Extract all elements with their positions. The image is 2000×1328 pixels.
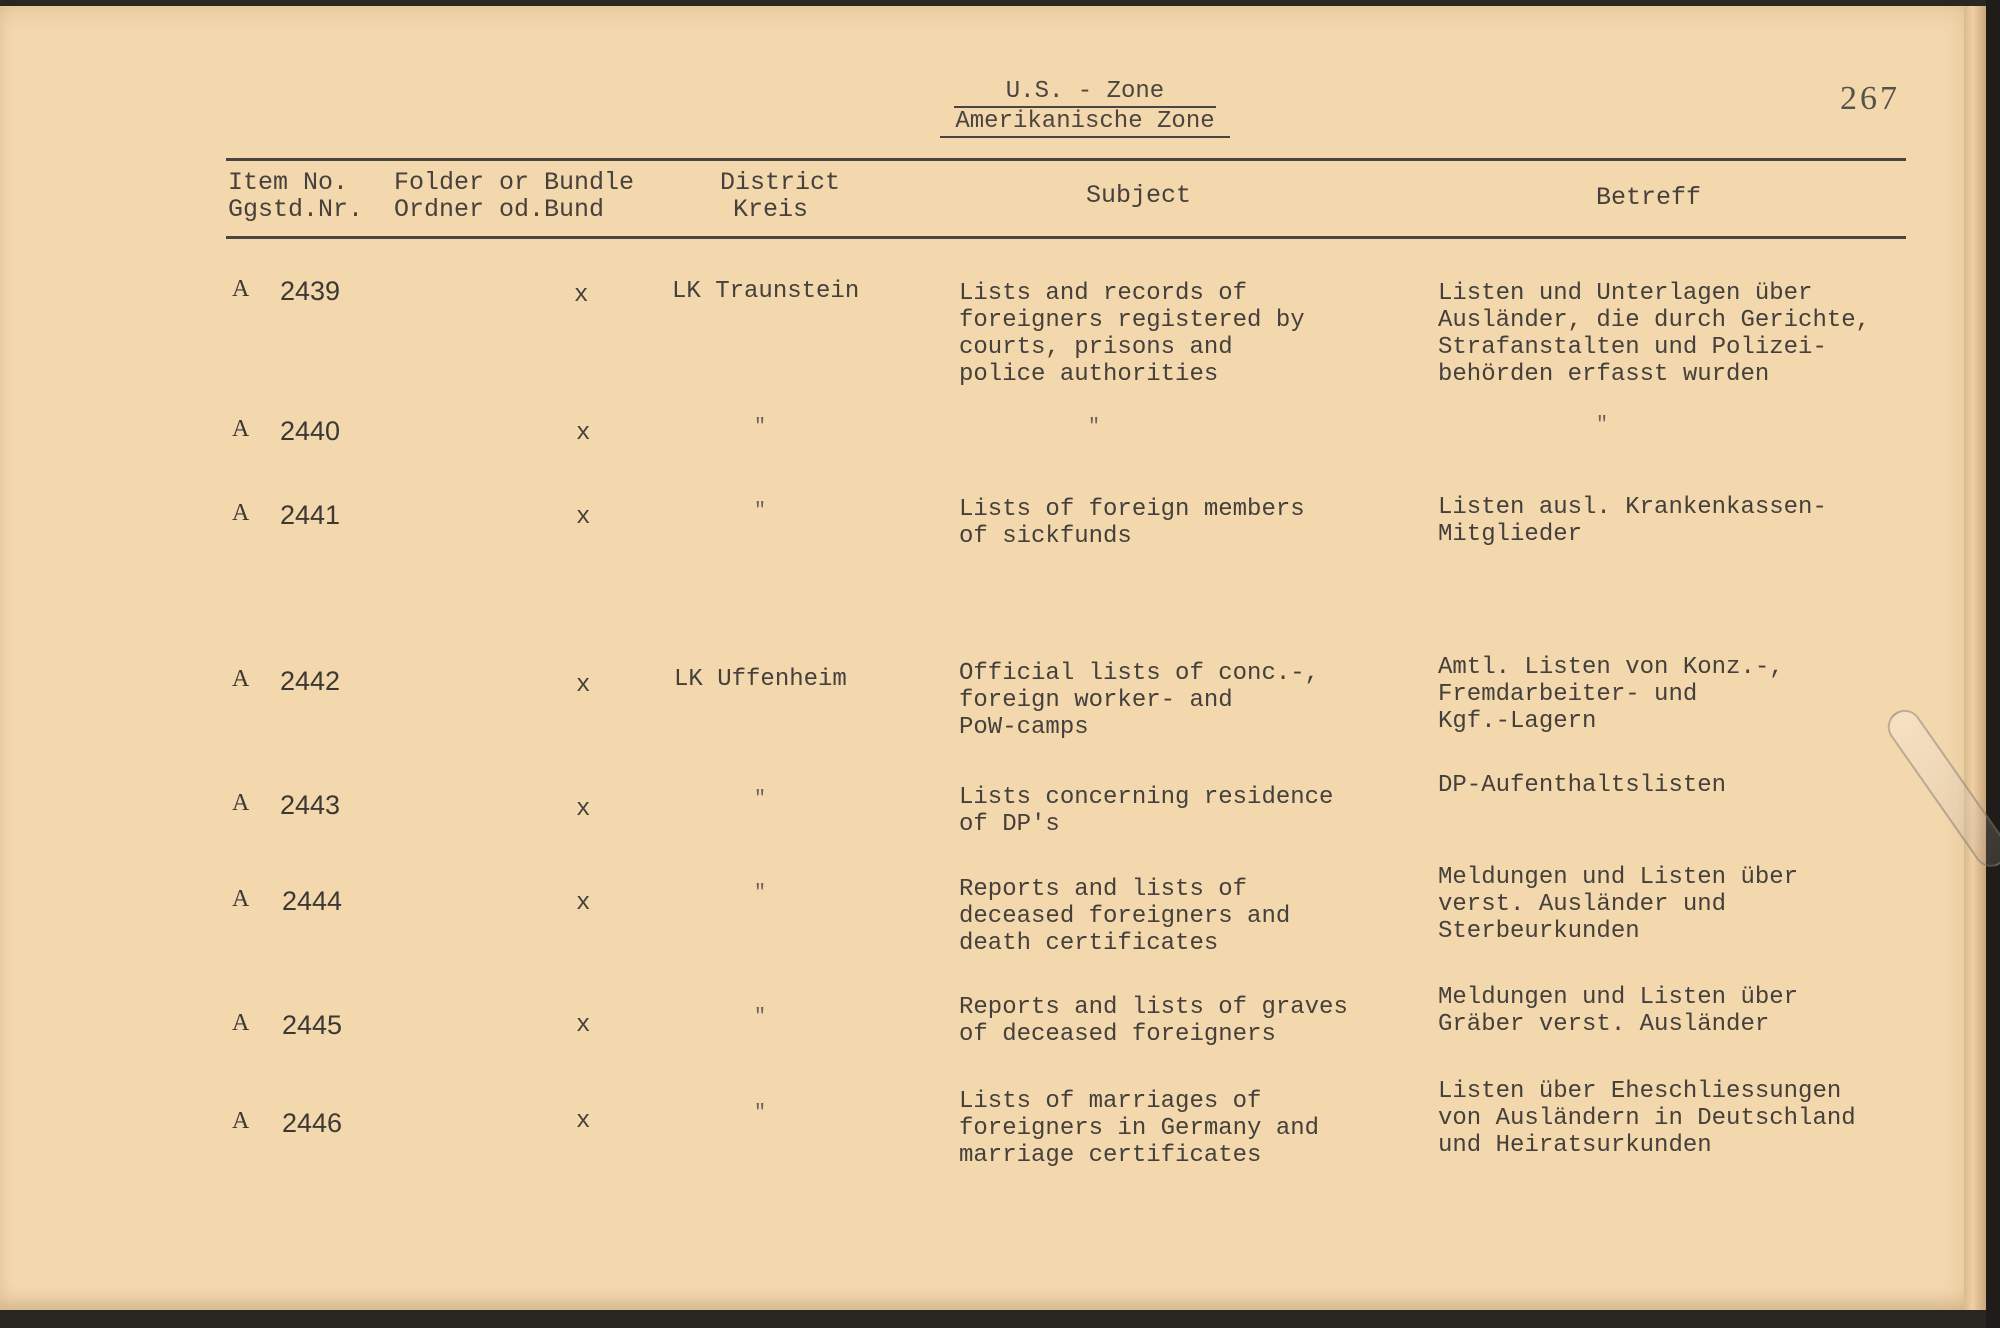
subject-ditto: " [1088,416,1101,439]
row-mark: A [232,276,250,302]
district-ditto: " [754,1006,767,1029]
subject-text: Lists of foreign members of sickfunds [959,496,1305,550]
subject-text: Lists concerning residence of DP's [959,784,1334,838]
bundle-mark: x [574,282,589,309]
book-page-stack [1986,0,2000,1328]
row-mark: A [232,666,250,692]
row-mark: A [232,886,250,912]
subject-text: Reports and lists of graves of deceased foreigners [959,994,1348,1048]
item-number: 2441 [280,500,341,530]
betreff-text: Amtl. Listen von Konz.-, Fremdarbeiter- und Kgf.-Lagern [1438,654,1784,735]
betreff-text: Listen ausl. Krankenkassen- Mitglieder [1438,494,1827,548]
district-ditto: " [754,788,767,811]
bundle-mark: x [576,796,591,823]
betreff-text: Listen über Eheschliessungen von Ausländern in Deutschland und Heiratsurkunden [1438,1078,1856,1159]
row-mark: A [232,1010,250,1036]
bundle-mark: x [576,672,591,699]
zone-heading [940,78,1230,138]
document-page [0,6,1986,1310]
header-rule-bottom [226,236,1906,239]
row-mark: A [232,416,250,442]
bundle-mark: x [576,504,591,531]
header-rule-top [226,158,1906,161]
col-item-en: Item No. [228,168,349,197]
col-folder-en: Folder or Bundle [394,168,635,197]
heading-line-2: Amerikanische Zone [940,108,1230,138]
district-ditto: " [754,416,767,439]
row-mark: A [232,790,250,816]
col-subject: Subject [1086,181,1192,210]
subject-text: Lists of marriages of foreigners in Germany and marriage certificates [959,1088,1320,1169]
page-edge [1964,6,1986,1310]
row-mark: A [232,500,250,526]
col-betreff: Betreff [1596,183,1702,212]
bundle-mark: x [576,420,591,447]
page-number: 267 [1840,80,1900,117]
item-number: 2439 [280,276,341,306]
subject-text: Reports and lists of deceased foreigners and death certificates [959,876,1291,957]
betreff-text: Meldungen und Listen über verst. Ausländer und Sterbeurkunden [1438,864,1799,945]
item-number: 2442 [280,666,341,696]
bundle-mark: x [576,1108,591,1135]
item-number: 2446 [282,1108,343,1138]
item-number: 2445 [282,1010,343,1040]
col-district-de: Kreis [733,195,809,224]
row-mark: A [232,1108,250,1134]
col-district-en: District [720,168,841,197]
subject-text: Lists and records of foreigners registered by courts, prisons and police authorities [959,280,1305,388]
district: LK Uffenheim [674,666,847,693]
item-number: 2443 [280,790,341,820]
district-ditto: " [754,882,767,905]
item-number: 2440 [280,416,341,446]
bundle-mark: x [576,1012,591,1039]
col-folder-de: Ordner od.Bund [394,195,605,224]
district: LK Traunstein [672,278,860,305]
item-number: 2444 [282,886,343,916]
betreff-text: DP-Aufenthaltslisten [1438,772,1727,799]
col-item-de: Ggstd.Nr. [228,195,364,224]
betreff-text: Listen und Unterlagen über Ausländer, die durch Gerichte, Strafanstalten und Polizei- behörden erfasst wurden [1438,280,1871,388]
district-ditto: " [754,1102,767,1125]
subject-text: Official lists of conc.-, foreign worker- and PoW-camps [959,660,1320,741]
district-ditto: " [754,500,767,523]
betreff-ditto: " [1596,414,1609,437]
bundle-mark: x [576,890,591,917]
betreff-text: Meldungen und Listen über Gräber verst. Ausländer [1438,984,1799,1038]
heading-line-1: U.S. - Zone [954,78,1216,108]
